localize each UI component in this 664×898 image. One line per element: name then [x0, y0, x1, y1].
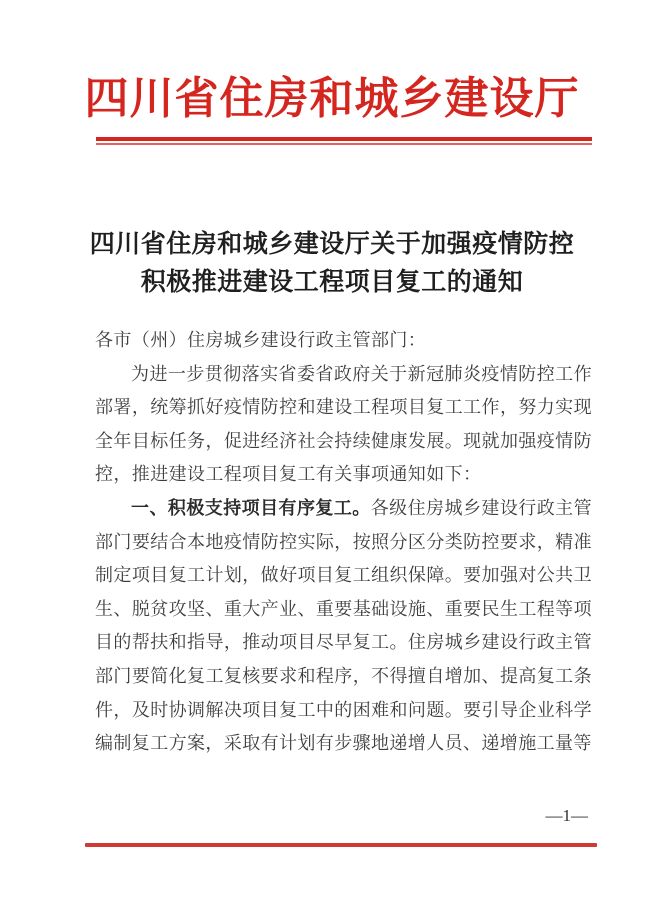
salutation: 各市（州）住房城乡建设行政主管部门：: [95, 330, 427, 350]
page-number: —1—: [545, 806, 588, 825]
letterhead-agency-title: 四川省住房和城乡建设厅: [84, 74, 580, 123]
document-title-line-1: 四川省住房和城乡建设厅关于加强疫情防控: [89, 231, 575, 258]
section-1-text: 各级住房城乡建设行政主管部门要结合本地疫情防控实际，按照分区分类防控要求，精准制定项目复工计划，做好项目复工组织保障。要加强对公共卫生、脱贫攻坚、重大产业、重要基础设施、重要民生工程等项目的帮扶和指导，推动项目尽早复工。住房城乡建设行政主管部门要简化复工复核要求和程序，不得擅自增加、提高复工条件，及时协调解决项目复工中的困难和问题。要引导企业科学编制复工方案，采取有计划有步骤地递增人员、递增施工量等: [95, 497, 592, 754]
footer-rule: [85, 843, 597, 847]
paragraph-section-1: [95, 492, 592, 761]
document-title: [0, 226, 664, 302]
document-title-line-2: 积极推进建设工程项目复工的通知: [140, 269, 524, 296]
letterhead-double-rule: [96, 137, 592, 145]
paragraph-intro: 为进一步贯彻落实省委省政府关于新冠肺炎疫情防控工作部署，统筹抓好疫情防控和建设工程项目复工工作，努力实现全年目标任务，促进经济社会持续健康发展。现就加强疫情防控，推进建设工程项目复工有关事项通知如下：: [95, 363, 592, 485]
letterhead-rule-thin: [96, 143, 592, 145]
letterhead-rule-thick: [96, 137, 592, 141]
document-body: [95, 324, 592, 761]
section-1-heading: 一、积极支持项目有序复工。: [131, 497, 371, 518]
